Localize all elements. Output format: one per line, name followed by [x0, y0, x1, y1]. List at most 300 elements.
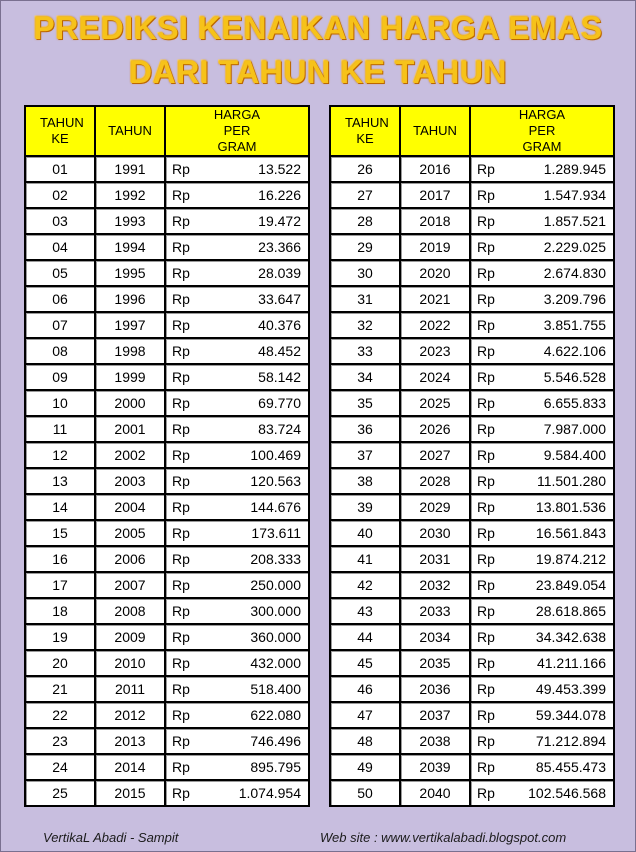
table-row: [26, 365, 308, 391]
cell-harga: [166, 417, 308, 443]
cell-harga: [166, 183, 308, 209]
price-value: 69.770: [258, 395, 301, 411]
cell-tahun-ke: 35: [331, 391, 401, 417]
currency-label: Rp: [477, 499, 495, 515]
cell-tahun-ke: 38: [331, 469, 401, 495]
cell-tahun: 2032: [401, 573, 471, 599]
cell-tahun: 2021: [401, 287, 471, 313]
cell-tahun-ke: 16: [26, 547, 96, 573]
cell-tahun-ke: 39: [331, 495, 401, 521]
cell-harga: [471, 677, 613, 703]
header-tahun: TAHUN: [401, 107, 471, 157]
cell-harga: [166, 547, 308, 573]
cell-harga: [471, 495, 613, 521]
price-value: 5.546.528: [543, 369, 606, 385]
cell-tahun: 2026: [401, 417, 471, 443]
currency-label: Rp: [172, 317, 190, 333]
table-row: [26, 521, 308, 547]
cell-tahun-ke: 43: [331, 599, 401, 625]
table-row: [331, 417, 613, 443]
price-value: 34.342.638: [535, 629, 606, 645]
price-value: 48.452: [258, 343, 301, 359]
cell-tahun: 2039: [401, 755, 471, 781]
table-row: [331, 547, 613, 573]
price-table-right: [329, 105, 615, 807]
price-value: 2.229.025: [543, 239, 606, 255]
cell-tahun-ke: 15: [26, 521, 96, 547]
table-row: [26, 651, 308, 677]
header-tahun: TAHUN: [96, 107, 166, 157]
cell-tahun: 2001: [96, 417, 166, 443]
cell-tahun: 2004: [96, 495, 166, 521]
currency-label: Rp: [172, 343, 190, 359]
cell-harga: [166, 313, 308, 339]
price-value: 895.795: [250, 759, 301, 775]
cell-tahun-ke: 50: [331, 781, 401, 805]
header-harga: HARGA PER GRAM: [166, 107, 308, 157]
cell-tahun: 2020: [401, 261, 471, 287]
cell-tahun: 2011: [96, 677, 166, 703]
table-row: [26, 339, 308, 365]
currency-label: Rp: [172, 525, 190, 541]
cell-tahun: 2034: [401, 625, 471, 651]
cell-tahun: 2015: [96, 781, 166, 805]
table-row: [26, 729, 308, 755]
cell-harga: [471, 183, 613, 209]
cell-tahun: 1998: [96, 339, 166, 365]
currency-label: Rp: [172, 733, 190, 749]
cell-tahun: 2010: [96, 651, 166, 677]
currency-label: Rp: [172, 369, 190, 385]
cell-tahun-ke: 23: [26, 729, 96, 755]
price-value: 28.039: [258, 265, 301, 281]
table-row: [331, 625, 613, 651]
table-row: [331, 729, 613, 755]
cell-harga: [166, 677, 308, 703]
cell-tahun: 2022: [401, 313, 471, 339]
cell-tahun: 2040: [401, 781, 471, 805]
price-value: 19.472: [258, 213, 301, 229]
cell-harga: [166, 339, 308, 365]
cell-harga: [166, 495, 308, 521]
cell-harga: [166, 755, 308, 781]
table-row: [331, 313, 613, 339]
cell-tahun-ke: 18: [26, 599, 96, 625]
table-row: [26, 469, 308, 495]
cell-tahun-ke: 42: [331, 573, 401, 599]
table-row: [331, 573, 613, 599]
cell-tahun-ke: 04: [26, 235, 96, 261]
price-value: 622.080: [250, 707, 301, 723]
cell-tahun: 2012: [96, 703, 166, 729]
currency-label: Rp: [172, 759, 190, 775]
cell-tahun-ke: 05: [26, 261, 96, 287]
cell-harga: [166, 235, 308, 261]
cell-harga: [471, 651, 613, 677]
price-value: 6.655.833: [543, 395, 606, 411]
cell-harga: [166, 573, 308, 599]
cell-tahun-ke: 13: [26, 469, 96, 495]
cell-tahun: 2009: [96, 625, 166, 651]
cell-tahun: 1993: [96, 209, 166, 235]
cell-tahun: 1996: [96, 287, 166, 313]
currency-label: Rp: [172, 655, 190, 671]
price-value: 13.801.536: [535, 499, 606, 515]
currency-label: Rp: [172, 603, 190, 619]
price-value: 100.469: [250, 447, 301, 463]
table-row: [26, 391, 308, 417]
price-value: 7.987.000: [543, 421, 606, 437]
table-row: [331, 469, 613, 495]
table-row: [26, 547, 308, 573]
price-value: 3.209.796: [543, 291, 606, 307]
cell-harga: [471, 781, 613, 805]
table-row: [331, 235, 613, 261]
currency-label: Rp: [477, 707, 495, 723]
cell-harga: [471, 209, 613, 235]
cell-tahun-ke: 37: [331, 443, 401, 469]
cell-tahun: 1994: [96, 235, 166, 261]
currency-label: Rp: [172, 187, 190, 203]
currency-label: Rp: [172, 785, 190, 801]
cell-tahun: 2013: [96, 729, 166, 755]
cell-harga: [471, 521, 613, 547]
price-value: 120.563: [250, 473, 301, 489]
currency-label: Rp: [172, 629, 190, 645]
currency-label: Rp: [477, 733, 495, 749]
currency-label: Rp: [477, 317, 495, 333]
cell-tahun-ke: 12: [26, 443, 96, 469]
price-value: 3.851.755: [543, 317, 606, 333]
cell-tahun-ke: 47: [331, 703, 401, 729]
cell-tahun: 2024: [401, 365, 471, 391]
cell-harga: [471, 729, 613, 755]
cell-tahun-ke: 31: [331, 287, 401, 313]
table-row: [331, 599, 613, 625]
cell-harga: [166, 443, 308, 469]
cell-harga: [471, 417, 613, 443]
currency-label: Rp: [172, 447, 190, 463]
price-value: 746.496: [250, 733, 301, 749]
table-row: [331, 703, 613, 729]
cell-tahun: 1995: [96, 261, 166, 287]
price-value: 432.000: [250, 655, 301, 671]
cell-harga: [166, 651, 308, 677]
table-row: [26, 755, 308, 781]
cell-harga: [166, 729, 308, 755]
price-value: 41.211.166: [536, 655, 606, 671]
price-value: 1.857.521: [543, 213, 606, 229]
currency-label: Rp: [477, 603, 495, 619]
price-value: 1.074.954: [238, 785, 301, 801]
price-value: 19.874.212: [535, 551, 606, 567]
cell-tahun: 2017: [401, 183, 471, 209]
price-value: 23.849.054: [535, 577, 606, 593]
currency-label: Rp: [172, 213, 190, 229]
cell-tahun-ke: 33: [331, 339, 401, 365]
cell-tahun: 2023: [401, 339, 471, 365]
table-row: [331, 287, 613, 313]
cell-tahun: 2025: [401, 391, 471, 417]
currency-label: Rp: [477, 681, 495, 697]
currency-label: Rp: [477, 187, 495, 203]
table-row: [26, 599, 308, 625]
cell-harga: [166, 703, 308, 729]
cell-harga: [166, 261, 308, 287]
price-value: 40.376: [258, 317, 301, 333]
price-value: 9.584.400: [543, 447, 606, 463]
price-value: 250.000: [250, 577, 301, 593]
currency-label: Rp: [172, 577, 190, 593]
currency-label: Rp: [172, 473, 190, 489]
table-row: [331, 755, 613, 781]
cell-tahun-ke: 01: [26, 157, 96, 183]
currency-label: Rp: [477, 577, 495, 593]
price-value: 360.000: [250, 629, 301, 645]
price-value: 33.647: [258, 291, 301, 307]
table-row: [331, 781, 613, 805]
price-value: 2.674.830: [543, 265, 606, 281]
currency-label: Rp: [477, 343, 495, 359]
cell-harga: [471, 287, 613, 313]
currency-label: Rp: [477, 291, 495, 307]
currency-label: Rp: [477, 161, 495, 177]
table-row: [26, 417, 308, 443]
table-row: [331, 521, 613, 547]
price-value: 300.000: [250, 603, 301, 619]
currency-label: Rp: [172, 239, 190, 255]
cell-harga: [471, 261, 613, 287]
currency-label: Rp: [172, 161, 190, 177]
table-row: [26, 495, 308, 521]
table-row: [331, 495, 613, 521]
cell-tahun-ke: 14: [26, 495, 96, 521]
table-row: [331, 391, 613, 417]
cell-tahun-ke: 09: [26, 365, 96, 391]
cell-tahun-ke: 10: [26, 391, 96, 417]
cell-tahun-ke: 24: [26, 755, 96, 781]
cell-harga: [166, 469, 308, 495]
cell-harga: [166, 781, 308, 805]
table-row: [26, 443, 308, 469]
cell-tahun-ke: 49: [331, 755, 401, 781]
currency-label: Rp: [477, 759, 495, 775]
cell-tahun-ke: 30: [331, 261, 401, 287]
price-value: 144.676: [250, 499, 301, 515]
cell-tahun-ke: 32: [331, 313, 401, 339]
cell-tahun-ke: 20: [26, 651, 96, 677]
cell-harga: [471, 547, 613, 573]
cell-tahun-ke: 07: [26, 313, 96, 339]
cell-harga: [166, 157, 308, 183]
currency-label: Rp: [477, 551, 495, 567]
currency-label: Rp: [477, 473, 495, 489]
currency-label: Rp: [477, 525, 495, 541]
price-value: 173.611: [251, 525, 301, 541]
cell-tahun-ke: 44: [331, 625, 401, 651]
price-value: 28.618.865: [535, 603, 606, 619]
price-value: 23.366: [258, 239, 301, 255]
table-row: [26, 313, 308, 339]
header-tahun-ke: TAHUN KE: [331, 107, 401, 157]
footer-website: Web site : www.vertikalabadi.blogspot.com: [320, 830, 567, 845]
cell-harga: [166, 625, 308, 651]
cell-tahun-ke: 34: [331, 365, 401, 391]
cell-tahun: 2008: [96, 599, 166, 625]
cell-tahun-ke: 45: [331, 651, 401, 677]
table-row: [331, 365, 613, 391]
cell-tahun: 2002: [96, 443, 166, 469]
cell-harga: [471, 365, 613, 391]
cell-harga: [471, 755, 613, 781]
price-value: 13.522: [258, 161, 301, 177]
cell-harga: [471, 469, 613, 495]
cell-tahun-ke: 21: [26, 677, 96, 703]
cell-tahun: 2005: [96, 521, 166, 547]
cell-tahun-ke: 46: [331, 677, 401, 703]
currency-label: Rp: [477, 369, 495, 385]
table-row: [331, 261, 613, 287]
table-row: [331, 651, 613, 677]
cell-tahun: 2000: [96, 391, 166, 417]
cell-harga: [471, 391, 613, 417]
price-table-left: [24, 105, 310, 807]
cell-harga: [471, 573, 613, 599]
cell-harga: [166, 365, 308, 391]
cell-harga: [471, 235, 613, 261]
price-value: 1.547.934: [543, 187, 606, 203]
cell-tahun: 2016: [401, 157, 471, 183]
table-row: [331, 677, 613, 703]
cell-harga: [166, 521, 308, 547]
price-value: 102.546.568: [528, 785, 606, 801]
table-header-row: [26, 107, 308, 157]
cell-tahun-ke: 17: [26, 573, 96, 599]
table-row: [331, 443, 613, 469]
currency-label: Rp: [477, 421, 495, 437]
cell-tahun-ke: 41: [331, 547, 401, 573]
cell-tahun-ke: 08: [26, 339, 96, 365]
cell-tahun: 2007: [96, 573, 166, 599]
table-row: [26, 677, 308, 703]
price-value: 83.724: [258, 421, 301, 437]
cell-tahun: 2003: [96, 469, 166, 495]
price-value: 71.212.894: [535, 733, 606, 749]
currency-label: Rp: [172, 551, 190, 567]
currency-label: Rp: [172, 681, 190, 697]
price-value: 85.455.473: [535, 759, 606, 775]
price-value: 59.344.078: [535, 707, 606, 723]
cell-tahun-ke: 36: [331, 417, 401, 443]
header-harga: HARGA PER GRAM: [471, 107, 613, 157]
cell-tahun: 2031: [401, 547, 471, 573]
currency-label: Rp: [172, 707, 190, 723]
cell-tahun: 2035: [401, 651, 471, 677]
price-value: 4.622.106: [543, 343, 606, 359]
cell-tahun: 1997: [96, 313, 166, 339]
price-value: 1.289.945: [543, 161, 606, 177]
header-tahun-ke: TAHUN KE: [26, 107, 96, 157]
cell-harga: [166, 391, 308, 417]
currency-label: Rp: [477, 239, 495, 255]
cell-tahun: 1991: [96, 157, 166, 183]
table-row: [26, 261, 308, 287]
page-title-line1: PREDIKSI KENAIKAN HARGA EMAS: [33, 10, 603, 46]
table-row: [331, 209, 613, 235]
cell-tahun-ke: 29: [331, 235, 401, 261]
currency-label: Rp: [477, 655, 495, 671]
cell-harga: [471, 157, 613, 183]
table-row: [26, 235, 308, 261]
currency-label: Rp: [172, 395, 190, 411]
cell-harga: [166, 287, 308, 313]
cell-harga: [471, 313, 613, 339]
cell-harga: [166, 209, 308, 235]
cell-tahun: 2038: [401, 729, 471, 755]
cell-tahun: 2030: [401, 521, 471, 547]
cell-tahun: 2028: [401, 469, 471, 495]
cell-tahun: 1992: [96, 183, 166, 209]
cell-harga: [471, 625, 613, 651]
cell-tahun-ke: 22: [26, 703, 96, 729]
table-row: [26, 573, 308, 599]
cell-tahun: 2037: [401, 703, 471, 729]
cell-tahun: 2019: [401, 235, 471, 261]
cell-tahun-ke: 26: [331, 157, 401, 183]
table-row: [331, 183, 613, 209]
currency-label: Rp: [477, 629, 495, 645]
table-row: [26, 157, 308, 183]
price-value: 208.333: [250, 551, 301, 567]
table-row: [26, 703, 308, 729]
cell-tahun-ke: 40: [331, 521, 401, 547]
currency-label: Rp: [172, 291, 190, 307]
cell-harga: [471, 443, 613, 469]
cell-tahun: 2006: [96, 547, 166, 573]
price-value: 16.561.843: [535, 525, 606, 541]
cell-tahun-ke: 27: [331, 183, 401, 209]
footer-credit: VertikaL Abadi - Sampit: [43, 830, 179, 845]
cell-tahun-ke: 02: [26, 183, 96, 209]
price-value: 11.501.280: [536, 473, 606, 489]
price-value: 49.453.399: [535, 681, 606, 697]
currency-label: Rp: [477, 447, 495, 463]
page-title-line2: DARI TAHUN KE TAHUN: [128, 54, 508, 90]
cell-tahun: 2018: [401, 209, 471, 235]
cell-tahun-ke: 28: [331, 209, 401, 235]
cell-tahun-ke: 19: [26, 625, 96, 651]
currency-label: Rp: [477, 395, 495, 411]
cell-tahun: 2029: [401, 495, 471, 521]
currency-label: Rp: [477, 265, 495, 281]
cell-harga: [471, 703, 613, 729]
price-value: 518.400: [250, 681, 301, 697]
currency-label: Rp: [477, 785, 495, 801]
table-row: [26, 183, 308, 209]
table-row: [26, 625, 308, 651]
table-row: [26, 781, 308, 805]
table-row: [26, 287, 308, 313]
cell-tahun-ke: 48: [331, 729, 401, 755]
price-value: 16.226: [258, 187, 301, 203]
cell-tahun: 2033: [401, 599, 471, 625]
cell-tahun-ke: 03: [26, 209, 96, 235]
cell-harga: [471, 599, 613, 625]
currency-label: Rp: [172, 499, 190, 515]
cell-tahun: 2036: [401, 677, 471, 703]
cell-tahun: 1999: [96, 365, 166, 391]
table-row: [331, 339, 613, 365]
